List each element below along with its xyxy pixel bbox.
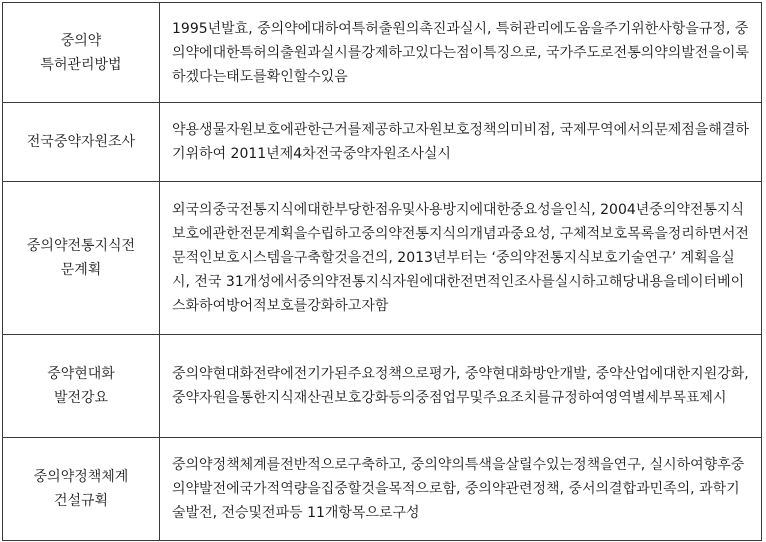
policy-name-line: 중의약 [60,32,102,49]
policy-name-line: 발전강요 [53,390,109,406]
policy-description-cell: 중의약현대화전략에전기가된주요정책으로평가, 중약현대화방안개발, 중약산업에대한지원강화, 중약자원을통한지식재산권보호강화등의중점업무및주요조치를규정하여영역별세부목표제시 [160,335,762,438]
policy-name-line: 중의약전통지식전 [26,238,136,254]
policy-name-cell [3,438,160,541]
table-row [3,438,762,541]
policy-description-cell: 외국의중국전통지식에대한부당한점유및사용방지에대한중요성을인식, 2004년중의약전통지식보호에관한전문계획을수립하고중의약전통지식의개념과중요성, 구체적보호목록을정리하면서전문적인보호시스템을구축할것을건의, 2013년부터는 ‘중의약전통지식보호기술연구’ 계획을실시, 전국 31개성에서중의약전통지식자원에대한전면적인조사를실시하고해당내용을데이터베이스화하여방어적보호를강화하고자함 [160,182,762,335]
table-row [3,335,762,438]
policy-description-cell: 중의약정책체계를전반적으로구축하고, 중의약의특색을살릴수있는정책을연구, 실시하여향후중의약발전에국가적역량을집중할것을목적으로함, 중의약관련정책, 중서의결합과민족의, 과학기술발전, 전승및전파등 11개항목으로구성 [160,438,762,541]
policy-name-cell [3,335,160,438]
policy-description-cell: 약용생물자원보호에관한근거를제공하고자원보호정책의미비점, 국제무역에서의문제점을해결하기위하여 2011년제4차전국중약자원조사실시 [160,103,762,182]
policy-name-line: 중의약정책체계 [33,469,129,485]
policy-name-line: 특허관리방법 [40,56,122,73]
policy-name-line: 중약현대화 [47,366,115,382]
policy-name-cell [3,3,160,103]
policy-name-line: 문계획 [60,262,102,278]
table-row [3,182,762,335]
table-row [3,3,762,103]
policy-name-cell [3,182,160,335]
policy-name-line: 전국중약자원조사 [26,134,136,150]
policy-name-line: 건설규획 [53,493,109,509]
policy-description-cell: 1995년발효, 중의약에대하여특허출원의촉진과실시, 특허관리에도움을주기위한사항을규정, 중의약에대한특허의출원과실시를강제하고있다는점이특징으로, 국가주도로전통의약의발전을이룩하겠다는태도를확인할수있음 [160,3,762,103]
policy-table [2,2,762,541]
table-row [3,103,762,182]
policy-name-cell [3,103,160,182]
